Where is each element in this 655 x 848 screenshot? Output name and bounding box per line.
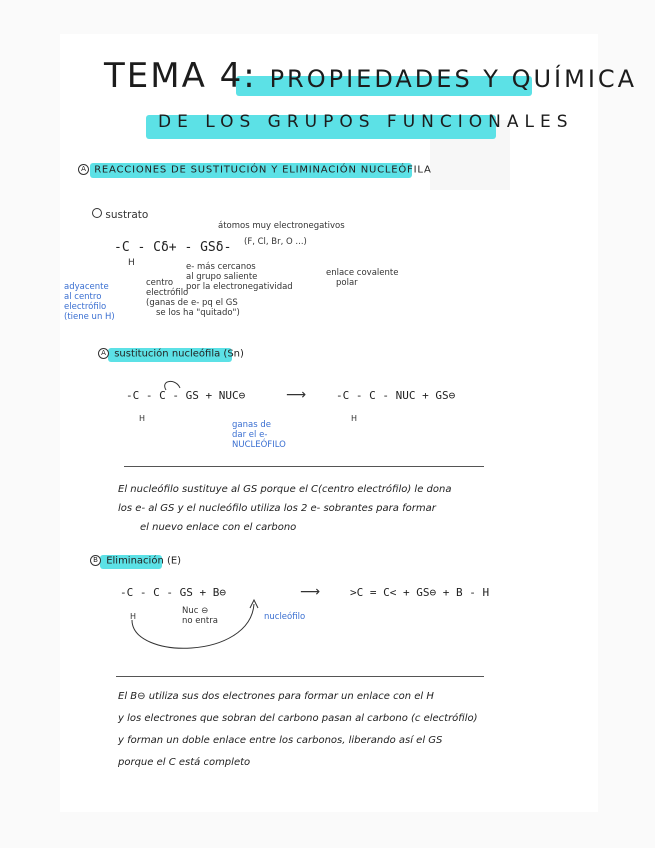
sn-explanation-1: El nucleófilo sustituye al GS porque el C(centro electrófilo) le dona (118, 484, 452, 495)
title-tema: TEMA 4: (104, 56, 257, 96)
bond-note-2: polar (336, 278, 358, 288)
left-note-2: al centro (64, 292, 102, 302)
left-note-4: (tiene un H) (64, 312, 115, 322)
bond-note (326, 268, 398, 288)
sn-divider (124, 466, 484, 467)
center-note-1: centro (146, 278, 174, 288)
page-subtitle: DE LOS GRUPOS FUNCIONALES (158, 112, 574, 132)
sn-nuc-note-1: ganas de (232, 420, 271, 430)
elim-h: H (130, 612, 137, 621)
sn-h-left: H (139, 414, 146, 423)
sustrato-formula: -C - Cδ+ - GSδ- (114, 240, 232, 255)
elim-explanation-1: El B⊖ utiliza sus dos electrones para formar un enlace con el H (118, 691, 434, 702)
sn-h-right: H (351, 414, 358, 423)
section1-title: REACCIONES DE SUSTITUCIÓN Y ELIMINACIÓN NUCLEÓFILA (94, 164, 432, 176)
elim-marker: B (90, 555, 101, 566)
sn-marker: A (98, 348, 109, 359)
elim-explanation-2: y los electrones que sobran del carbono pasan al carbono (c electrófilo) (118, 713, 478, 724)
gs-note-3: por la electronegatividad (186, 282, 293, 292)
elim-explanation-3: y forman un doble enlace entre los carbonos, liberando así el GS (118, 735, 443, 746)
sn-nuc-note (232, 420, 286, 450)
gs-note (186, 262, 293, 292)
left-note-3: electrófilo (64, 302, 107, 312)
elim-base-note: nucleófilo (264, 612, 306, 622)
left-note (64, 282, 115, 322)
elim-products: >C = C< + GS⊖ + B - H (350, 586, 490, 599)
atoms-list: (F, Cl, Br, O ...) (244, 237, 307, 247)
section1-marker: A (78, 164, 89, 175)
sn-products: -C - C - NUC + GS⊖ (336, 389, 456, 402)
sn-explanation-3: el nuevo enlace con el carbono (140, 522, 297, 533)
elim-arrow: ⟶ (300, 584, 321, 600)
sustrato-h: H (128, 258, 135, 268)
center-note-4: se los ha "quitado") (156, 308, 240, 318)
sustrato-label: sustrato (92, 208, 148, 221)
elim-heading (90, 555, 181, 567)
sn-title: sustitución nucleófila (Sn) (114, 348, 244, 360)
sn-heading (98, 348, 244, 360)
sn-reactants: -C - C - GS + NUC⊖ (126, 389, 246, 402)
sn-explanation-2: los e- al GS y el nucleófilo utiliza los 2 e- sobrantes para formar (118, 503, 436, 514)
sn-nuc-note-2: dar el e- (232, 430, 268, 440)
sn-explanation (118, 480, 451, 537)
atoms-note: átomos muy electronegativos (218, 221, 345, 231)
title-propiedades: PROPIEDADES Y QUÍMICA (269, 65, 638, 93)
elim-nuc-note-1: Nuc ⊖ (182, 606, 209, 616)
elim-title: Eliminación (E) (106, 555, 182, 567)
elim-divider (116, 676, 484, 677)
elim-explanation-4: porque el C está completo (118, 757, 251, 768)
sn-nuc-note-3: NUCLEÓFILO (232, 440, 286, 450)
gs-note-1: e- más cercanos (186, 262, 256, 272)
elim-nuc-note (182, 606, 218, 626)
elim-explanation (118, 686, 478, 774)
elim-reactants: -C - C - GS + B⊖ (120, 586, 226, 599)
center-note-2: electrófilo (146, 288, 189, 298)
elim-nuc-note-2: no entra (182, 616, 218, 626)
left-note-1: adyacente (64, 282, 109, 292)
sn-arrow: ⟶ (286, 387, 307, 403)
section1-heading (78, 164, 432, 176)
bond-note-1: enlace covalente (326, 268, 399, 278)
gs-note-2: al grupo saliente (186, 272, 258, 282)
center-note-3: (ganas de e- pq el GS (146, 298, 238, 308)
page-title (104, 56, 637, 96)
